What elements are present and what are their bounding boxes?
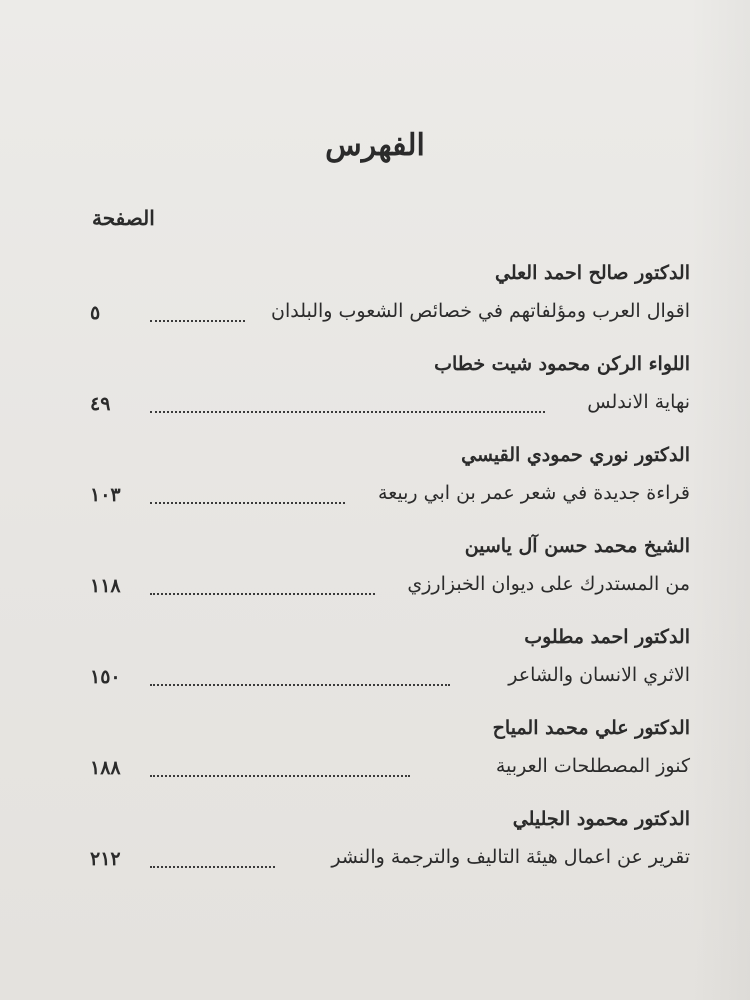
entry-line [90, 300, 690, 332]
entry-work-title: نهاية الاندلس [587, 391, 690, 413]
entry-work-title: اقوال العرب ومؤلفاتهم في خصائص الشعوب والبلدان [270, 300, 690, 322]
entry-page-number: ١٨٨ [90, 757, 121, 779]
entry-author: الدكتور صالح احمد العلي [495, 262, 690, 284]
toc-entry [0, 717, 750, 808]
entry-work-title: كنوز المصطلحات العربية [495, 755, 690, 777]
entry-page-number: ١٠٣ [90, 484, 121, 506]
entry-line [90, 664, 690, 696]
toc-list [0, 262, 750, 899]
toc-entry [0, 535, 750, 626]
entry-page-number: ٢١٢ [90, 848, 121, 870]
entry-page-number: ٤٩ [90, 393, 111, 415]
dot-leader [150, 320, 245, 322]
entry-line [90, 391, 690, 423]
entry-work-title: قراءة جديدة في شعر عمر بن ابي ربيعة [378, 482, 690, 504]
entry-work-title: من المستدرك على ديوان الخبزارزي [407, 573, 690, 595]
entry-page-number: ١٥٠ [90, 666, 121, 688]
dot-leader [150, 411, 545, 413]
entry-line [90, 573, 690, 605]
dot-leader [150, 775, 410, 777]
entry-author: الدكتور علي محمد المياح [492, 717, 690, 739]
entry-page-number: ٥ [90, 302, 101, 324]
entry-work-title: تقرير عن اعمال هيئة التاليف والترجمة والنشر [331, 846, 690, 868]
entry-line [90, 755, 690, 787]
dot-leader [150, 502, 345, 504]
dot-leader [150, 866, 275, 868]
entry-author: الدكتور محمود الجليلي [512, 808, 690, 830]
page-title: الفهرس [325, 128, 425, 163]
toc-entry [0, 353, 750, 444]
entry-author: الدكتور نوري حمودي القيسي [461, 444, 690, 466]
dot-leader [150, 684, 450, 686]
entry-author: اللواء الركن محمود شيت خطاب [434, 353, 690, 375]
entry-page-number: ١١٨ [90, 575, 121, 597]
entry-author: الدكتور احمد مطلوب [524, 626, 690, 648]
toc-entry [0, 444, 750, 535]
entry-line [90, 482, 690, 514]
entry-line [90, 846, 690, 878]
entry-work-title: الاثري الانسان والشاعر [508, 664, 690, 686]
page-column-label: الصفحة [92, 206, 155, 230]
toc-entry [0, 626, 750, 717]
toc-entry [0, 808, 750, 899]
dot-leader [150, 593, 375, 595]
toc-entry [0, 262, 750, 353]
entry-author: الشيخ محمد حسن آل ياسين [464, 535, 690, 557]
